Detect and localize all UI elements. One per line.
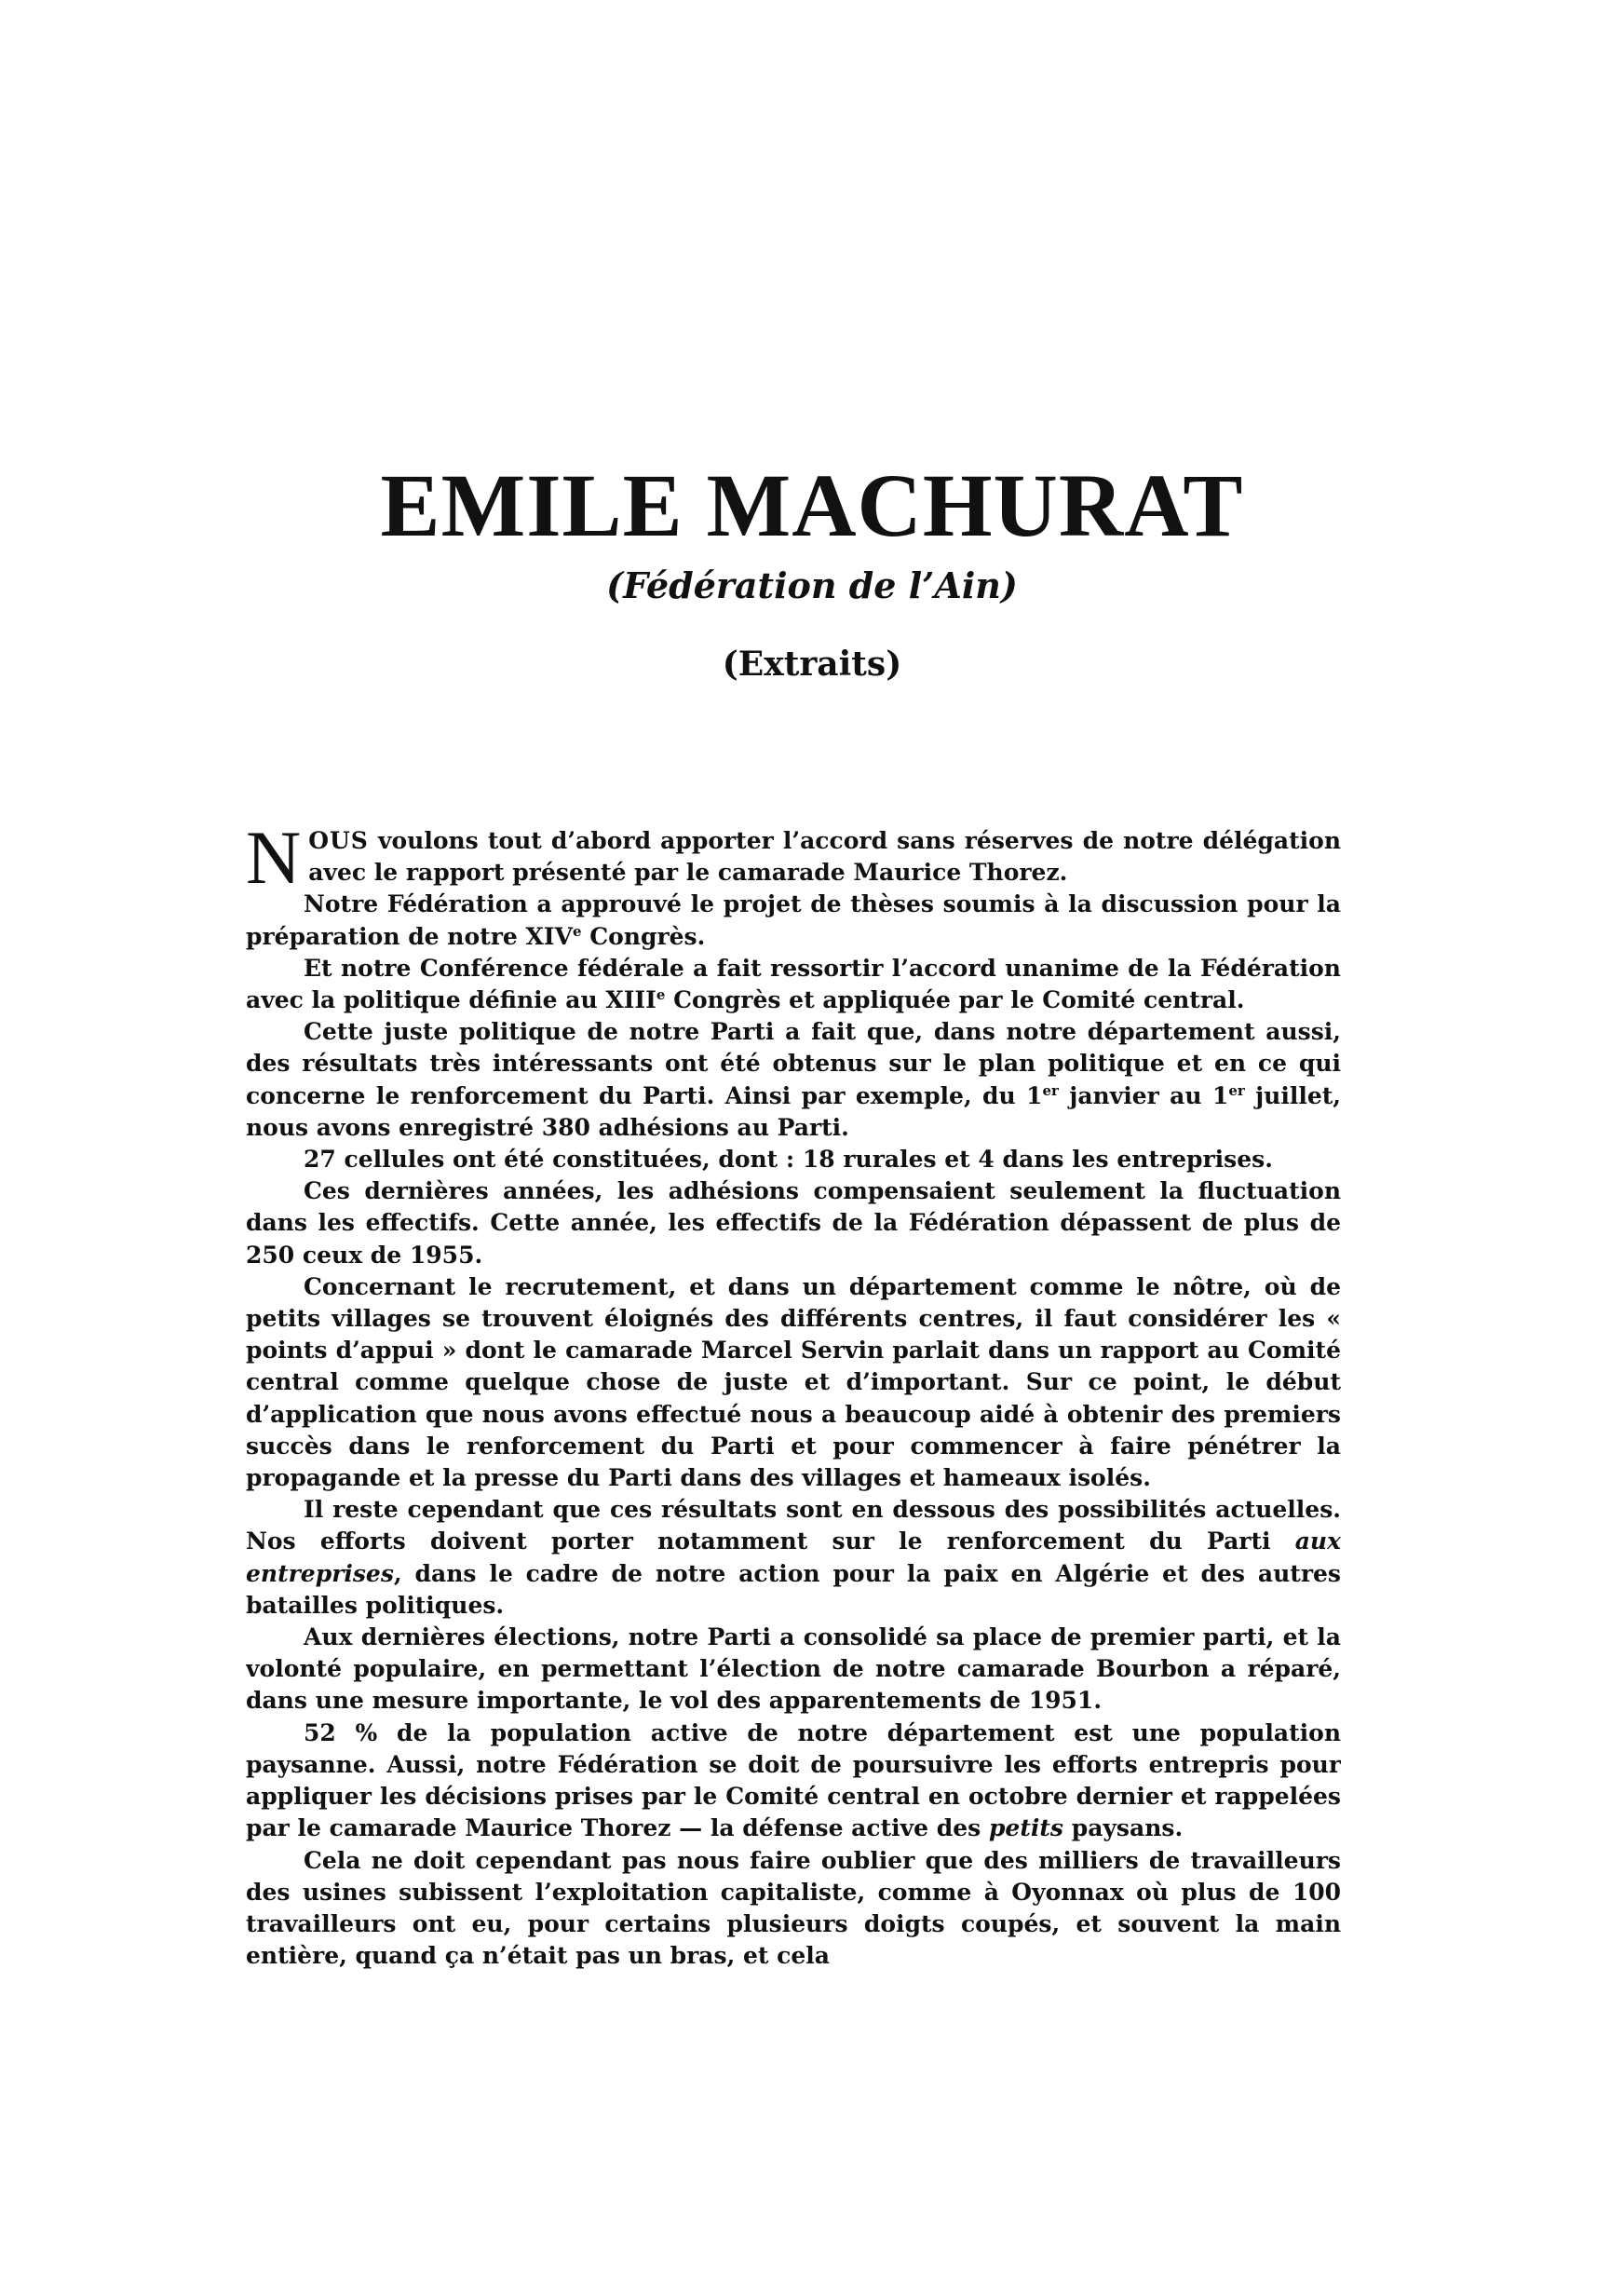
paragraph-5: 27 cellules ont été constituées, dont : 18 rurales et 4 dans les entreprises. [304,1146,1273,1174]
superscript: e [572,922,582,940]
paragraph-text: Et notre Conférence fédérale a fait ressortir l’accord unanime de la Fédération avec la politique définie au XIII [246,954,1341,1014]
paragraph-6: Ces dernières années, les adhésions compensaient seulement la fluctuation dans les effectifs. Cette année, les effectifs de la Fédération dépassent de plus de 250 ceux de 1955. [246,1177,1341,1269]
federation-subtitle: (Fédération de l’Ain) [606,564,1018,606]
paragraph-text: Il reste cependant que ces résultats sont en dessous des possibilités actuelles. Nos efforts doivent porter notamment sur le renforcement du Parti [246,1496,1341,1555]
author-heading: EMILE MACHURAT [380,455,1244,555]
article-body [246,825,1341,2286]
paragraph-text: janvier au 1 [1058,1081,1229,1109]
paragraph-8 [246,1494,1341,1622]
paragraph-text: juillet, nous avons enregistré 380 adhésions au Parti. [246,1081,1341,1141]
paragraph-text: Notre Fédération a approuvé le projet de thèses soumis à la discussion pour la préparation de notre XIV [246,890,1341,950]
paragraph-text: paysans. [1063,1814,1184,1842]
superscript: er [1228,1081,1245,1099]
paragraph-10 [246,1718,1341,1845]
paragraph-4 [246,1016,1341,1144]
paragraph-text: , dans le cadre de notre action pour la paix en Algérie et des autres batailles politiques. [246,1559,1341,1619]
emphasis: aux entreprises [246,1528,1341,1587]
paragraph-text: 52 % de la population active de notre département est une population paysanne. Aussi, notre Fédération se doit de poursuivre les efforts entrepris pour appliquer les décisions prises par le Comité central en octobre dernier et rappelées par le camarade Maurice Thorez — la défense active des [246,1718,1341,1842]
emphasis: petits [988,1814,1064,1842]
paragraph-1 [246,825,1341,900]
superscript: er [1042,1081,1059,1099]
paragraph-text: voulons tout d’abord apporter l’accord sans réserves de notre délégation avec le rapport présenté par le camarade Maurice Thorez. [308,827,1341,887]
drop-cap: N [246,825,302,900]
paragraph-2 [246,889,1341,952]
paragraph-11: Cela ne doit cependant pas nous faire oublier que des milliers de travailleurs des usines subissent l’exploitation capitaliste, comme à Oyonnax où plus de 100 travailleurs ont eu, pour certains plusieurs doigts coupés, et souvent la main entière, quand ça n’était pas un bras, et cela [246,1846,1341,1970]
paragraph-7: Concernant le recrutement, et dans un département comme le nôtre, où de petits villages se trouvent éloignés des différents centres, il faut considérer les « points d’appui » dont le camarade Marcel Servin parlait dans un rapport au Comité central comme quelque chose de juste et d’important. Sur ce point, le début d’application que nous avons effectué nous a beaucoup aidé à obtenir des premiers succès dans le renforcement du Parti et pour commencer à faire pénétrer la propagande et la presse du Parti dans des villages et hameaux isolés. [246,1272,1341,1492]
paragraph-9: Aux dernières élections, notre Parti a consolidé sa place de premier parti, et la volonté populaire, en permettant l’élection de notre camarade Bourbon a réparé, dans une mesure importante, le vol des apparentements de 1951. [246,1623,1341,1715]
extracts-note: (Extraits) [722,645,902,684]
superscript: e [656,986,666,1004]
paragraph-3 [246,953,1341,1016]
paragraph-text: Congrès et appliquée par le Comité central. [665,986,1245,1014]
lead-word: OUS [308,827,369,854]
paragraph-text: Congrès. [581,922,706,950]
paragraph-text: Cette juste politique de notre Parti a fait que, dans notre département aussi, des résultats très intéressants ont été obtenus sur le plan politique et en ce qui concerne le renforcement du Parti. Ainsi par exemple, du 1 [246,1018,1341,1109]
